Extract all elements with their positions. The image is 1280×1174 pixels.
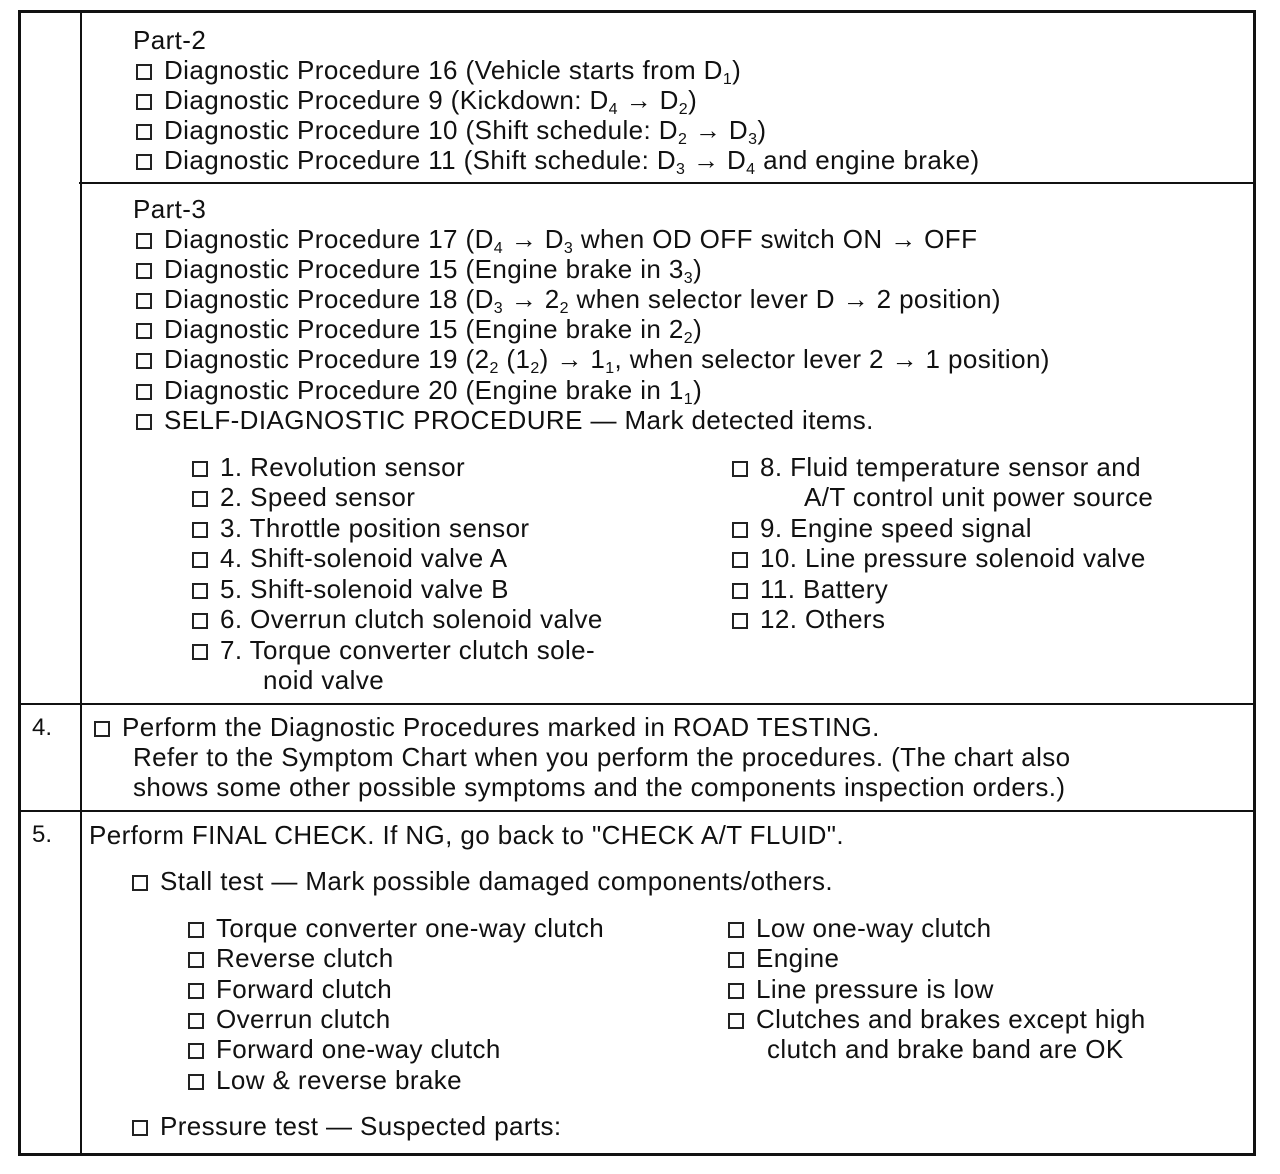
checkbox[interactable] — [136, 293, 152, 309]
checkbox[interactable] — [192, 613, 208, 629]
checkbox[interactable] — [132, 1120, 148, 1136]
self-diag-item-continued: A/T control unit power source — [804, 482, 1154, 512]
stall-item[interactable]: Reverse clutch — [188, 943, 394, 973]
checkbox[interactable] — [136, 124, 152, 140]
step5-intro: Perform FINAL CHECK. If NG, go back to "CHECK A/T FLUID". — [89, 820, 845, 850]
checkbox[interactable] — [192, 644, 208, 660]
self-diag-item[interactable]: 4. Shift-solenoid valve A — [192, 543, 508, 573]
checkbox[interactable] — [188, 1074, 204, 1090]
checkbox[interactable] — [732, 583, 748, 599]
checkbox[interactable] — [136, 384, 152, 400]
checkbox[interactable] — [188, 1013, 204, 1029]
self-diagnostic-item[interactable]: SELF-DIAGNOSTIC PROCEDURE — Mark detected items. — [136, 405, 874, 435]
stall-item[interactable]: Forward one-way clutch — [188, 1034, 501, 1064]
checkbox[interactable] — [732, 522, 748, 538]
part3-item[interactable]: Diagnostic Procedure 15 (Engine brake in $2_2$) — [136, 314, 702, 344]
step5-number: 5. — [32, 821, 53, 848]
part3-item[interactable]: Diagnostic Procedure 15 (Engine brake in $3_3$) — [136, 254, 702, 284]
row-divider-step4 — [18, 703, 1256, 705]
part2-item[interactable]: Diagnostic Procedure 10 (Shift schedule: $D_2 \to D_3$) — [136, 115, 766, 145]
checkbox[interactable] — [732, 552, 748, 568]
checkbox[interactable] — [188, 952, 204, 968]
checkbox[interactable] — [728, 1013, 744, 1029]
row-divider-step5 — [18, 810, 1256, 812]
self-diag-item[interactable]: 11. Battery — [732, 574, 888, 604]
checkbox[interactable] — [136, 353, 152, 369]
checkbox[interactable] — [132, 875, 148, 891]
pressure-test-item[interactable]: Pressure test — Suspected parts: — [132, 1111, 562, 1141]
checkbox[interactable] — [732, 613, 748, 629]
checkbox[interactable] — [192, 491, 208, 507]
self-diag-item[interactable]: 6. Overrun clutch solenoid valve — [192, 604, 603, 634]
checkbox[interactable] — [192, 461, 208, 477]
part3-item[interactable]: Diagnostic Procedure 18 ($D_3 \to 2_2$ when selector lever D → 2 position) — [136, 284, 1001, 314]
part3-item[interactable]: Diagnostic Procedure 17 ($D_4 \to D_3$ when OD OFF switch ON → OFF — [136, 224, 977, 254]
checkbox[interactable] — [188, 983, 204, 999]
self-diag-item[interactable]: 10. Line pressure solenoid valve — [732, 543, 1146, 573]
stall-item-continued: clutch and brake band are OK — [767, 1034, 1124, 1064]
part3-item[interactable]: Diagnostic Procedure 20 (Engine brake in $1_1$) — [136, 375, 702, 405]
self-diag-item[interactable]: 5. Shift-solenoid valve B — [192, 574, 509, 604]
checkbox[interactable] — [728, 922, 744, 938]
checkbox[interactable] — [136, 323, 152, 339]
part2-item[interactable]: Diagnostic Procedure 9 (Kickdown: $D_4 \to D_2$) — [136, 85, 697, 115]
self-diag-item[interactable]: 7. Torque converter clutch sole- — [192, 635, 595, 665]
stall-item[interactable]: Clutches and brakes except high — [728, 1004, 1146, 1034]
stall-item[interactable]: Overrun clutch — [188, 1004, 391, 1034]
part2-item[interactable]: Diagnostic Procedure 11 (Shift schedule: $D_3 \to D_4$ and engine brake) — [136, 145, 980, 175]
checkbox[interactable] — [728, 952, 744, 968]
stall-item[interactable]: Forward clutch — [188, 974, 392, 1004]
row-divider-part2-part3 — [79, 182, 1256, 184]
checkbox[interactable] — [94, 721, 110, 737]
self-diag-item[interactable]: 2. Speed sensor — [192, 482, 415, 512]
checkbox[interactable] — [136, 154, 152, 170]
checkbox[interactable] — [192, 583, 208, 599]
part2-item[interactable]: Diagnostic Procedure 16 (Vehicle starts from $D_1$) — [136, 55, 741, 85]
checkbox[interactable] — [188, 922, 204, 938]
step4-number: 4. — [32, 714, 53, 741]
checkbox[interactable] — [136, 233, 152, 249]
self-diag-item[interactable]: 9. Engine speed signal — [732, 513, 1032, 543]
stall-item[interactable]: Low one-way clutch — [728, 913, 992, 943]
stall-item[interactable]: Torque converter one-way clutch — [188, 913, 604, 943]
stall-test-item[interactable]: Stall test — Mark possible damaged components/others. — [132, 866, 833, 896]
stall-item[interactable]: Engine — [728, 943, 839, 973]
checkbox[interactable] — [136, 414, 152, 430]
self-diag-item[interactable]: 8. Fluid temperature sensor and — [732, 452, 1141, 482]
part3-heading: Part-3 — [133, 194, 207, 224]
stall-item[interactable]: Low & reverse brake — [188, 1065, 462, 1095]
checkbox[interactable] — [192, 522, 208, 538]
step4-line[interactable]: Perform the Diagnostic Procedures marked in ROAD TESTING. — [94, 712, 880, 742]
self-diag-item[interactable]: 1. Revolution sensor — [192, 452, 465, 482]
checkbox[interactable] — [188, 1043, 204, 1059]
self-diag-item-continued: noid valve — [263, 665, 385, 695]
checkbox[interactable] — [136, 263, 152, 279]
stall-item[interactable]: Line pressure is low — [728, 974, 994, 1004]
self-diag-item[interactable]: 12. Others — [732, 604, 885, 634]
self-diag-item[interactable]: 3. Throttle position sensor — [192, 513, 529, 543]
checkbox[interactable] — [732, 461, 748, 477]
checkbox[interactable] — [192, 552, 208, 568]
step4-line: shows some other possible symptoms and the components inspection orders.) — [133, 772, 1066, 802]
column-divider — [80, 13, 82, 1153]
checkbox[interactable] — [136, 64, 152, 80]
checkbox[interactable] — [136, 94, 152, 110]
step4-line: Refer to the Symptom Chart when you perform the procedures. (The chart also — [133, 742, 1071, 772]
part2-heading: Part-2 — [133, 25, 207, 55]
checkbox[interactable] — [728, 983, 744, 999]
part3-item[interactable]: Diagnostic Procedure 19 ($2_2$ $(1_2) \to 1_1$, when selector lever 2 → 1 position) — [136, 344, 1050, 374]
